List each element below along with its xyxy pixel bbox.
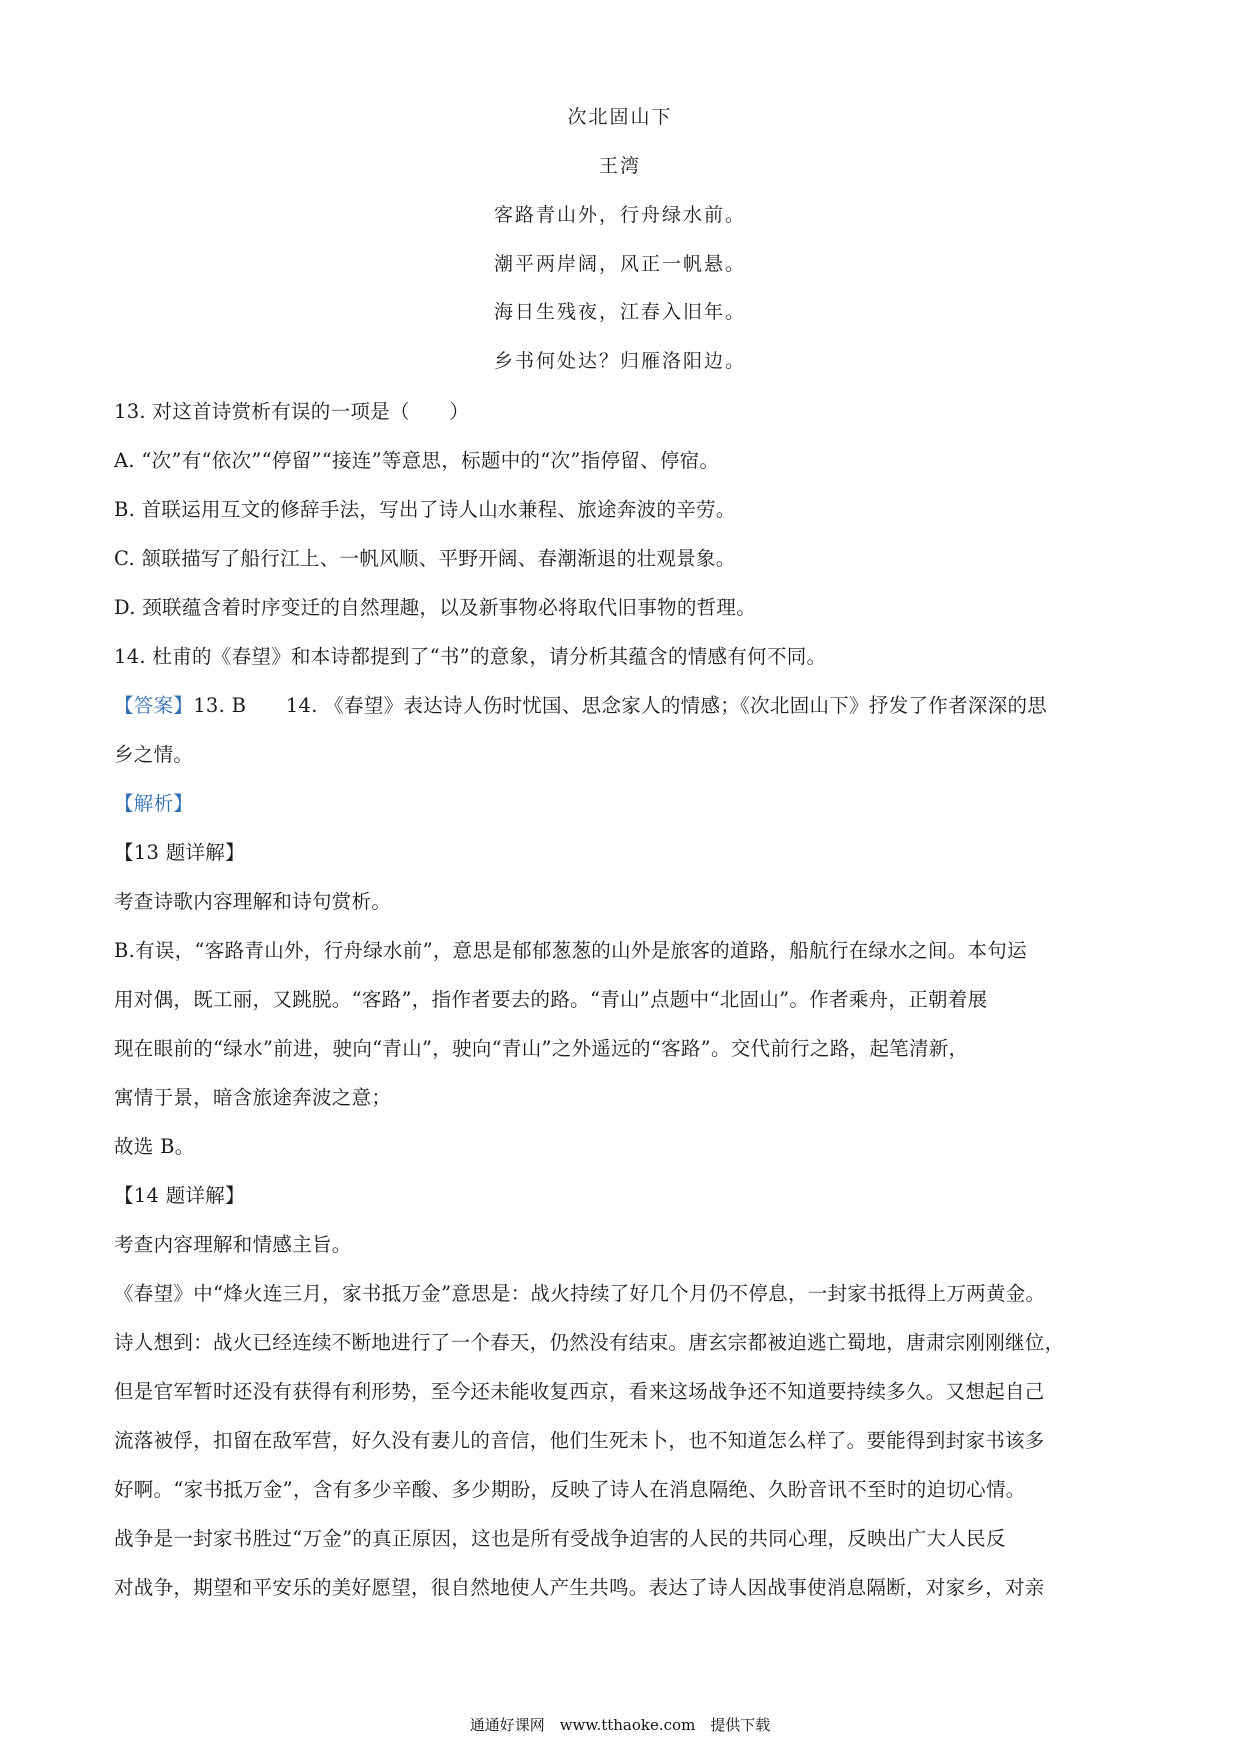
q13-detail-line-3: 用对偶，既工丽，又跳脱。“客路”，指作者要去的路。“青山”点题中“北固山”。作者乘舟，正朝着展 [114, 988, 988, 1011]
answer-line-2: 乡之情。 [114, 743, 194, 766]
q14-detail-line-5: 流落被俘，扣留在敌军营，好久没有妻儿的音信，他们生死未卜，也不知道怎么样了。要能得到封家书该多 [114, 1429, 1045, 1452]
poem-title: 次北固山下 [567, 106, 673, 128]
q14-detail-line-1: 考查内容理解和情感主旨。 [114, 1233, 352, 1256]
q13-detail-line-2: B.有误，“客路青山外，行舟绿水前”，意思是郁郁葱葱的山外是旅客的道路，船航行在绿水之间。本句运 [114, 939, 1027, 962]
poem-line-2: 潮平两岸阔，风正一帆悬。 [493, 253, 746, 275]
q13-detail-line-6: 故选 B。 [114, 1135, 195, 1158]
q14-detail-line-2: 《春望》中“烽火连三月，家书抵万金”意思是：战火持续了好几个月仍不停息，一封家书抵得上万两黄金。 [114, 1282, 1046, 1305]
q13-detail-line-4: 现在眼前的“绿水”前进，驶向“青山”，驶向“青山”之外遥远的“客路”。交代前行之路，起笔清新， [114, 1037, 969, 1060]
poem-line-4: 乡书何处达？归雁洛阳边。 [493, 350, 746, 372]
poem-line-1: 客路青山外，行舟绿水前。 [493, 204, 746, 226]
q14-detail-line-3: 诗人想到：战火已经连续不断地进行了一个春天，仍然没有结束。唐玄宗都被迫逃亡蜀地，唐肃宗刚刚继位， [114, 1331, 1065, 1354]
q13-heading: 【13 题详解】 [114, 841, 245, 864]
poem-line-3: 海日生残夜，江春入旧年。 [493, 301, 746, 323]
answer-label: 【答案】 [114, 694, 194, 717]
q13-detail-line-5: 寓情于景，暗含旅途奔波之意； [114, 1086, 392, 1109]
q13-detail-line-1: 考查诗歌内容理解和诗句赏析。 [114, 890, 392, 913]
page-footer: 通通好课网 www.tthaoke.com 提供下载 [469, 1716, 771, 1734]
question-13-option-d: D. 颈联蕴含着时序变迁的自然理趣，以及新事物必将取代旧事物的哲理。 [114, 596, 757, 619]
answer-text-1: 13. B 14. 《春望》表达诗人伤时忧国、思念家人的情感；《次北固山下》抒发了作者深深的思 [193, 694, 1048, 717]
question-13-option-a: A. “次”有“依次”“停留”“接连”等意思，标题中的“次”指停留、停宿。 [114, 449, 720, 472]
q14-detail-line-6: 好啊。“家书抵万金”，含有多少辛酸、多少期盼，反映了诗人在消息隔绝、久盼音讯不至时的迫切心情。 [114, 1478, 1026, 1501]
q14-detail-line-8: 对战争，期望和平安乐的美好愿望，很自然地使人产生共鸣。表达了诗人因战事使消息隔断，对家乡，对亲 [114, 1576, 1045, 1599]
question-13-option-c: C. 颔联描写了船行江上、一帆风顺、平野开阔、春潮渐退的壮观景象。 [114, 547, 736, 570]
q14-detail-line-7: 战争是一封家书胜过“万金”的真正原因，这也是所有受战争迫害的人民的共同心理，反映出广大人民反 [114, 1527, 1006, 1550]
question-14-stem: 14. 杜甫的《春望》和本诗都提到了“书”的意象，请分析其蕴含的情感有何不同。 [114, 645, 827, 668]
answer-line-1 [114, 692, 1134, 720]
analysis-label: 【解析】 [114, 792, 194, 815]
poem-author: 王湾 [598, 155, 641, 177]
q14-detail-line-4: 但是官军暂时还没有获得有利形势，至今还未能收复西京，看来这场战争还不知道要持续多久。又想起自己 [114, 1380, 1045, 1403]
question-13-option-b: B. 首联运用互文的修辞手法，写出了诗人山水兼程、旅途奔波的辛劳。 [114, 498, 736, 521]
q14-heading: 【14 题详解】 [114, 1184, 245, 1207]
question-13-stem: 13. 对这首诗赏析有误的一项是（ ） [114, 400, 470, 423]
